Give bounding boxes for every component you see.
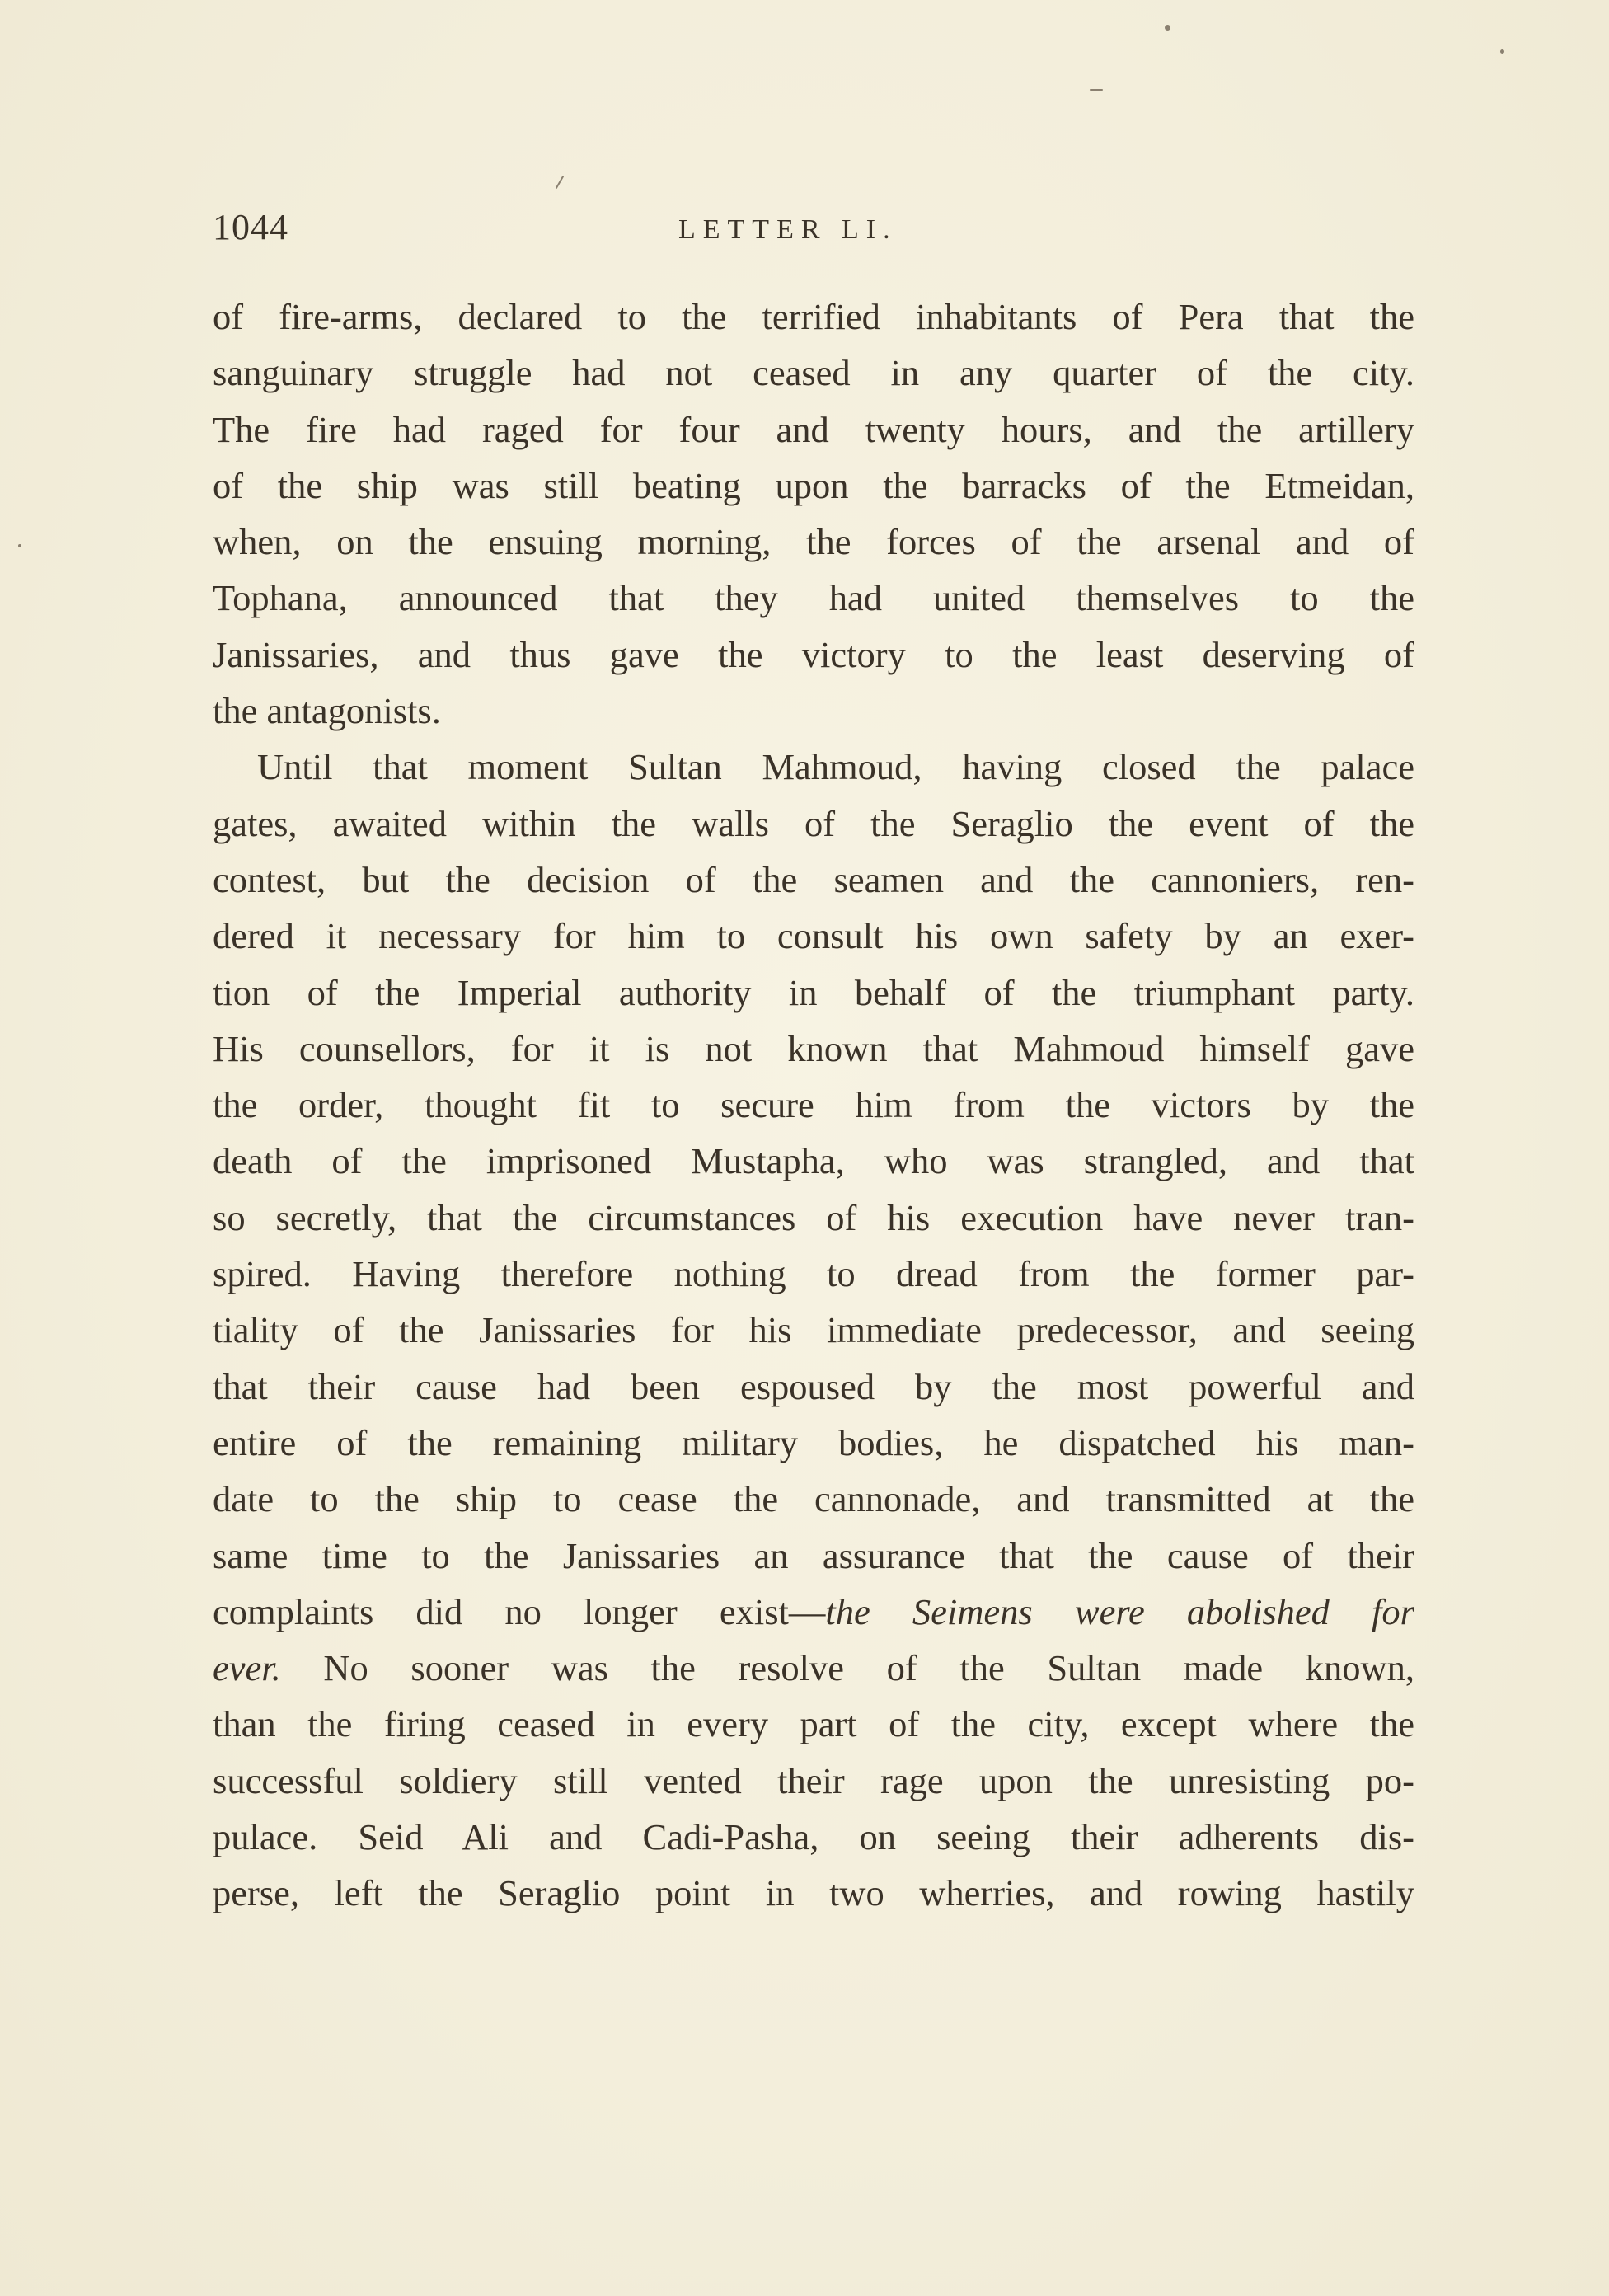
text-line: contest, but the decision of the seamen and the cannoniers, ren- (213, 858, 1414, 900)
text-line: sanguinary struggle had not ceased in any quarter of the city. (213, 352, 1414, 394)
text-line: Janissaries, and thus gave the victory to the least deserving of (213, 633, 1414, 675)
text-line: of fire-arms, declared to the terrified inhabitants of Pera that the (213, 296, 1414, 337)
text-line: spired. Having therefore nothing to dread from the former par- (213, 1253, 1414, 1295)
body-text (213, 289, 1414, 1922)
text-line: pulace. Seid Ali and Cadi-Pasha, on seeing their adherents dis- (213, 1816, 1414, 1858)
text-line: tion of the Imperial authority in behalf of the triumphant party. (213, 971, 1414, 1013)
running-head: LETTER LI. (678, 214, 898, 245)
text-line: His counsellors, for it is not known that Mahmoud himself gave (213, 1027, 1414, 1069)
italic-text: the Seimens were abolished for (825, 1590, 1414, 1632)
text-line: Until that moment Sultan Mahmoud, having closed the palace (257, 746, 1414, 788)
text-line: the antagonists. (213, 690, 441, 732)
text-line: same time to the Janissaries an assurance that the cause of their (213, 1534, 1414, 1576)
paper-speck (1500, 49, 1504, 54)
text-line: that their cause had been espoused by the most powerful and (213, 1365, 1414, 1407)
text-line: Tophana, announced that they had united themselves to the (213, 577, 1414, 619)
paper-speck (18, 544, 21, 547)
text-line: tiality of the Janissaries for his immediate predecessor, and seeing (213, 1309, 1414, 1351)
paper-speck (556, 176, 565, 190)
text-line: so secretly, that the circumstances of his execution have never tran- (213, 1196, 1414, 1238)
paper-speck (1090, 89, 1103, 91)
text-line (213, 1640, 1414, 1696)
text-line: The fire had raged for four and twenty hours, and the artillery (213, 408, 1414, 450)
text-line: the order, thought fit to secure him from the victors by the (213, 1084, 1414, 1126)
text-line: perse, left the Seraglio point in two wherries, and rowing hastily (213, 1872, 1414, 1914)
text-line: than the firing ceased in every part of the city, except where the (213, 1703, 1414, 1745)
text-line: successful soldiery still vented their rage upon the unresisting po- (213, 1759, 1414, 1801)
page-number: 1044 (213, 207, 288, 247)
text-line: when, on the ensuing morning, the forces of the arsenal and of (213, 521, 1414, 563)
text-line: death of the imprisoned Mustapha, who was strangled, and that (213, 1140, 1414, 1182)
page-header (213, 206, 1416, 256)
text-line: of the ship was still beating upon the barracks of the Etmeidan, (213, 464, 1414, 506)
italic-text: ever. (213, 1647, 281, 1689)
text-line (213, 1584, 1414, 1640)
text-segment: No sooner was the resolve of the Sultan made known, (280, 1647, 1414, 1689)
text-line: entire of the remaining military bodies, he dispatched his man- (213, 1421, 1414, 1463)
text-segment: complaints did no longer exist— (213, 1590, 826, 1632)
text-line: date to the ship to cease the cannonade, and transmitted at the (213, 1478, 1414, 1520)
text-line: gates, awaited within the walls of the Seraglio the event of the (213, 802, 1414, 844)
paper-speck (1165, 25, 1170, 31)
text-line: dered it necessary for him to consult his own safety by an exer- (213, 915, 1414, 957)
